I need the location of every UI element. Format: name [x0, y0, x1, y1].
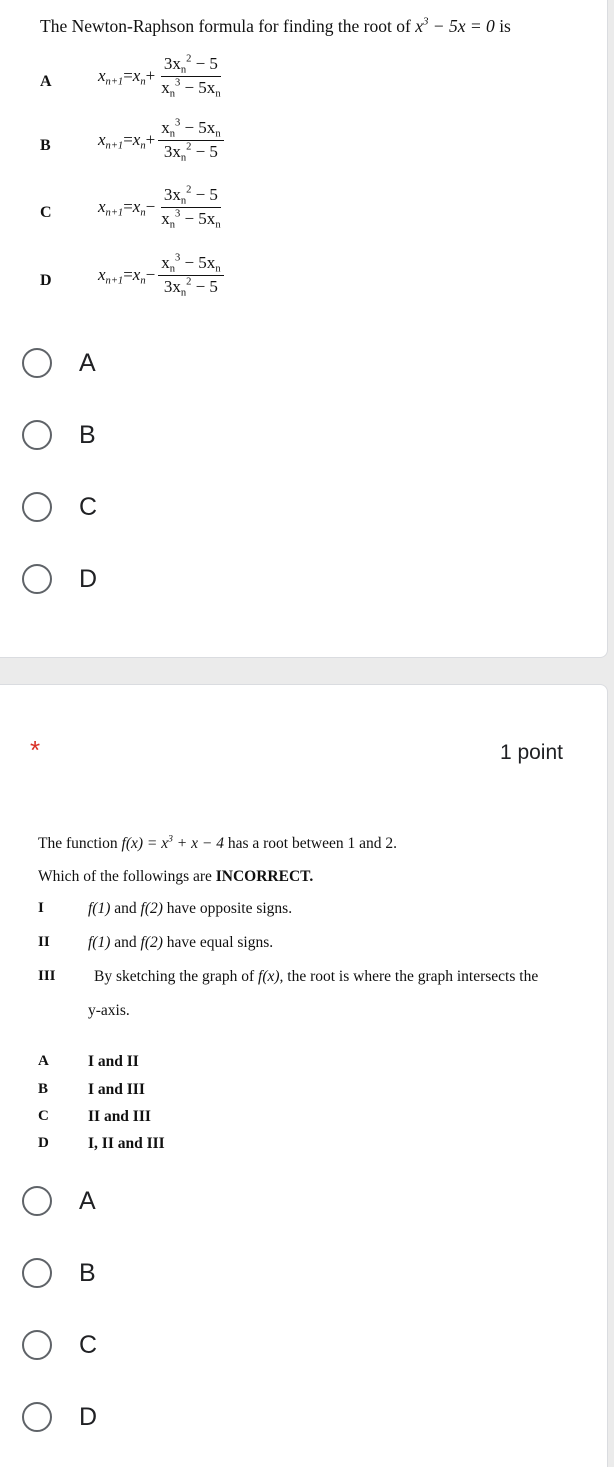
title-prefix: The Newton-Raphson formula for finding the root of [40, 16, 411, 36]
radio-label: C [79, 492, 98, 521]
q2-radio-option-c[interactable] [22, 1330, 97, 1360]
statement-2: f(1) and f(2) have equal signs. [88, 934, 274, 951]
question-card-2 [0, 684, 608, 1467]
formula-letter-a: A [40, 73, 52, 90]
statement-1-numeral: I [38, 900, 44, 916]
q1-radio-option-c[interactable] [22, 492, 97, 522]
radio-button[interactable] [22, 1330, 52, 1360]
choice-text-c: II and III [88, 1108, 151, 1125]
statement-3-continued: y-axis. [88, 1002, 130, 1019]
statement-2-numeral: II [38, 934, 50, 950]
radio-button[interactable] [22, 348, 52, 378]
radio-label: A [79, 1186, 96, 1215]
required-asterisk: * [30, 735, 41, 765]
formula-option-c: $x_{n+1}$ = $x_n$ − $\frac{3x_n^2 - 5}{x_n^3 - 5x_n}$ [98, 184, 221, 231]
formula-option-d: $x_{n+1}$ = $x_n$ − $\frac{x_n^3 - 5x_n}{3x_n^2 - 5}$ [98, 254, 224, 296]
statement-3: By sketching the graph of f(x), the root is where the graph intersects the [94, 968, 539, 985]
q1-radio-option-a[interactable] [22, 348, 96, 378]
question-2-instruction: Which of the followings are INCORRECT. [38, 868, 314, 885]
q1-radio-option-d[interactable] [22, 564, 97, 594]
statement-1: f(1) and f(2) have opposite signs. [88, 900, 293, 917]
q2-radio-option-d[interactable] [22, 1402, 97, 1432]
choice-text-b: I and III [88, 1081, 145, 1098]
radio-button[interactable] [22, 1402, 52, 1432]
radio-label: D [79, 1402, 98, 1431]
question-card-1 [0, 0, 608, 658]
title-equation: $x^3 - 5x = 0$ [415, 15, 495, 36]
q1-radio-option-b[interactable] [22, 420, 96, 450]
radio-button[interactable] [22, 420, 52, 450]
radio-button[interactable] [22, 1186, 52, 1216]
formula-option-a: $x_{n+1}$ = $x_n$ + $\frac{3x_n^2 - 5}{x_n^3 - 5x_n}$ [98, 53, 221, 100]
radio-label: D [79, 564, 98, 593]
points-label: 1 point [499, 741, 563, 764]
title-suffix: is [499, 16, 511, 36]
choice-letter-a: A [38, 1053, 49, 1069]
radio-label: B [79, 420, 96, 449]
choice-text-a: I and II [88, 1053, 139, 1070]
question-2-stem: The function $f(x) = x^3 + x - 4$ has a root between 1 and 2. [38, 833, 398, 852]
choice-text-d: I, II and III [88, 1135, 165, 1152]
formula-letter-c: C [40, 204, 52, 221]
formula-letter-d: D [40, 272, 52, 289]
formula-option-b: $x_{n+1}$ = $x_n$ + $\frac{x_n^3 - 5x_n}{3x_n^2 - 5}$ [98, 119, 224, 161]
formula-letter-b: B [40, 137, 51, 154]
choice-letter-c: C [38, 1108, 49, 1124]
radio-button[interactable] [22, 1258, 52, 1288]
q2-radio-option-b[interactable] [22, 1258, 96, 1288]
choice-letter-d: D [38, 1135, 49, 1151]
q2-radio-option-a[interactable] [22, 1186, 96, 1216]
question-1-title [40, 16, 511, 37]
radio-label: B [79, 1258, 96, 1287]
statement-3-numeral: III [38, 968, 56, 984]
radio-button[interactable] [22, 492, 52, 522]
choice-letter-b: B [38, 1081, 49, 1097]
radio-button[interactable] [22, 564, 52, 594]
radio-label: A [79, 348, 96, 377]
radio-label: C [79, 1330, 98, 1359]
